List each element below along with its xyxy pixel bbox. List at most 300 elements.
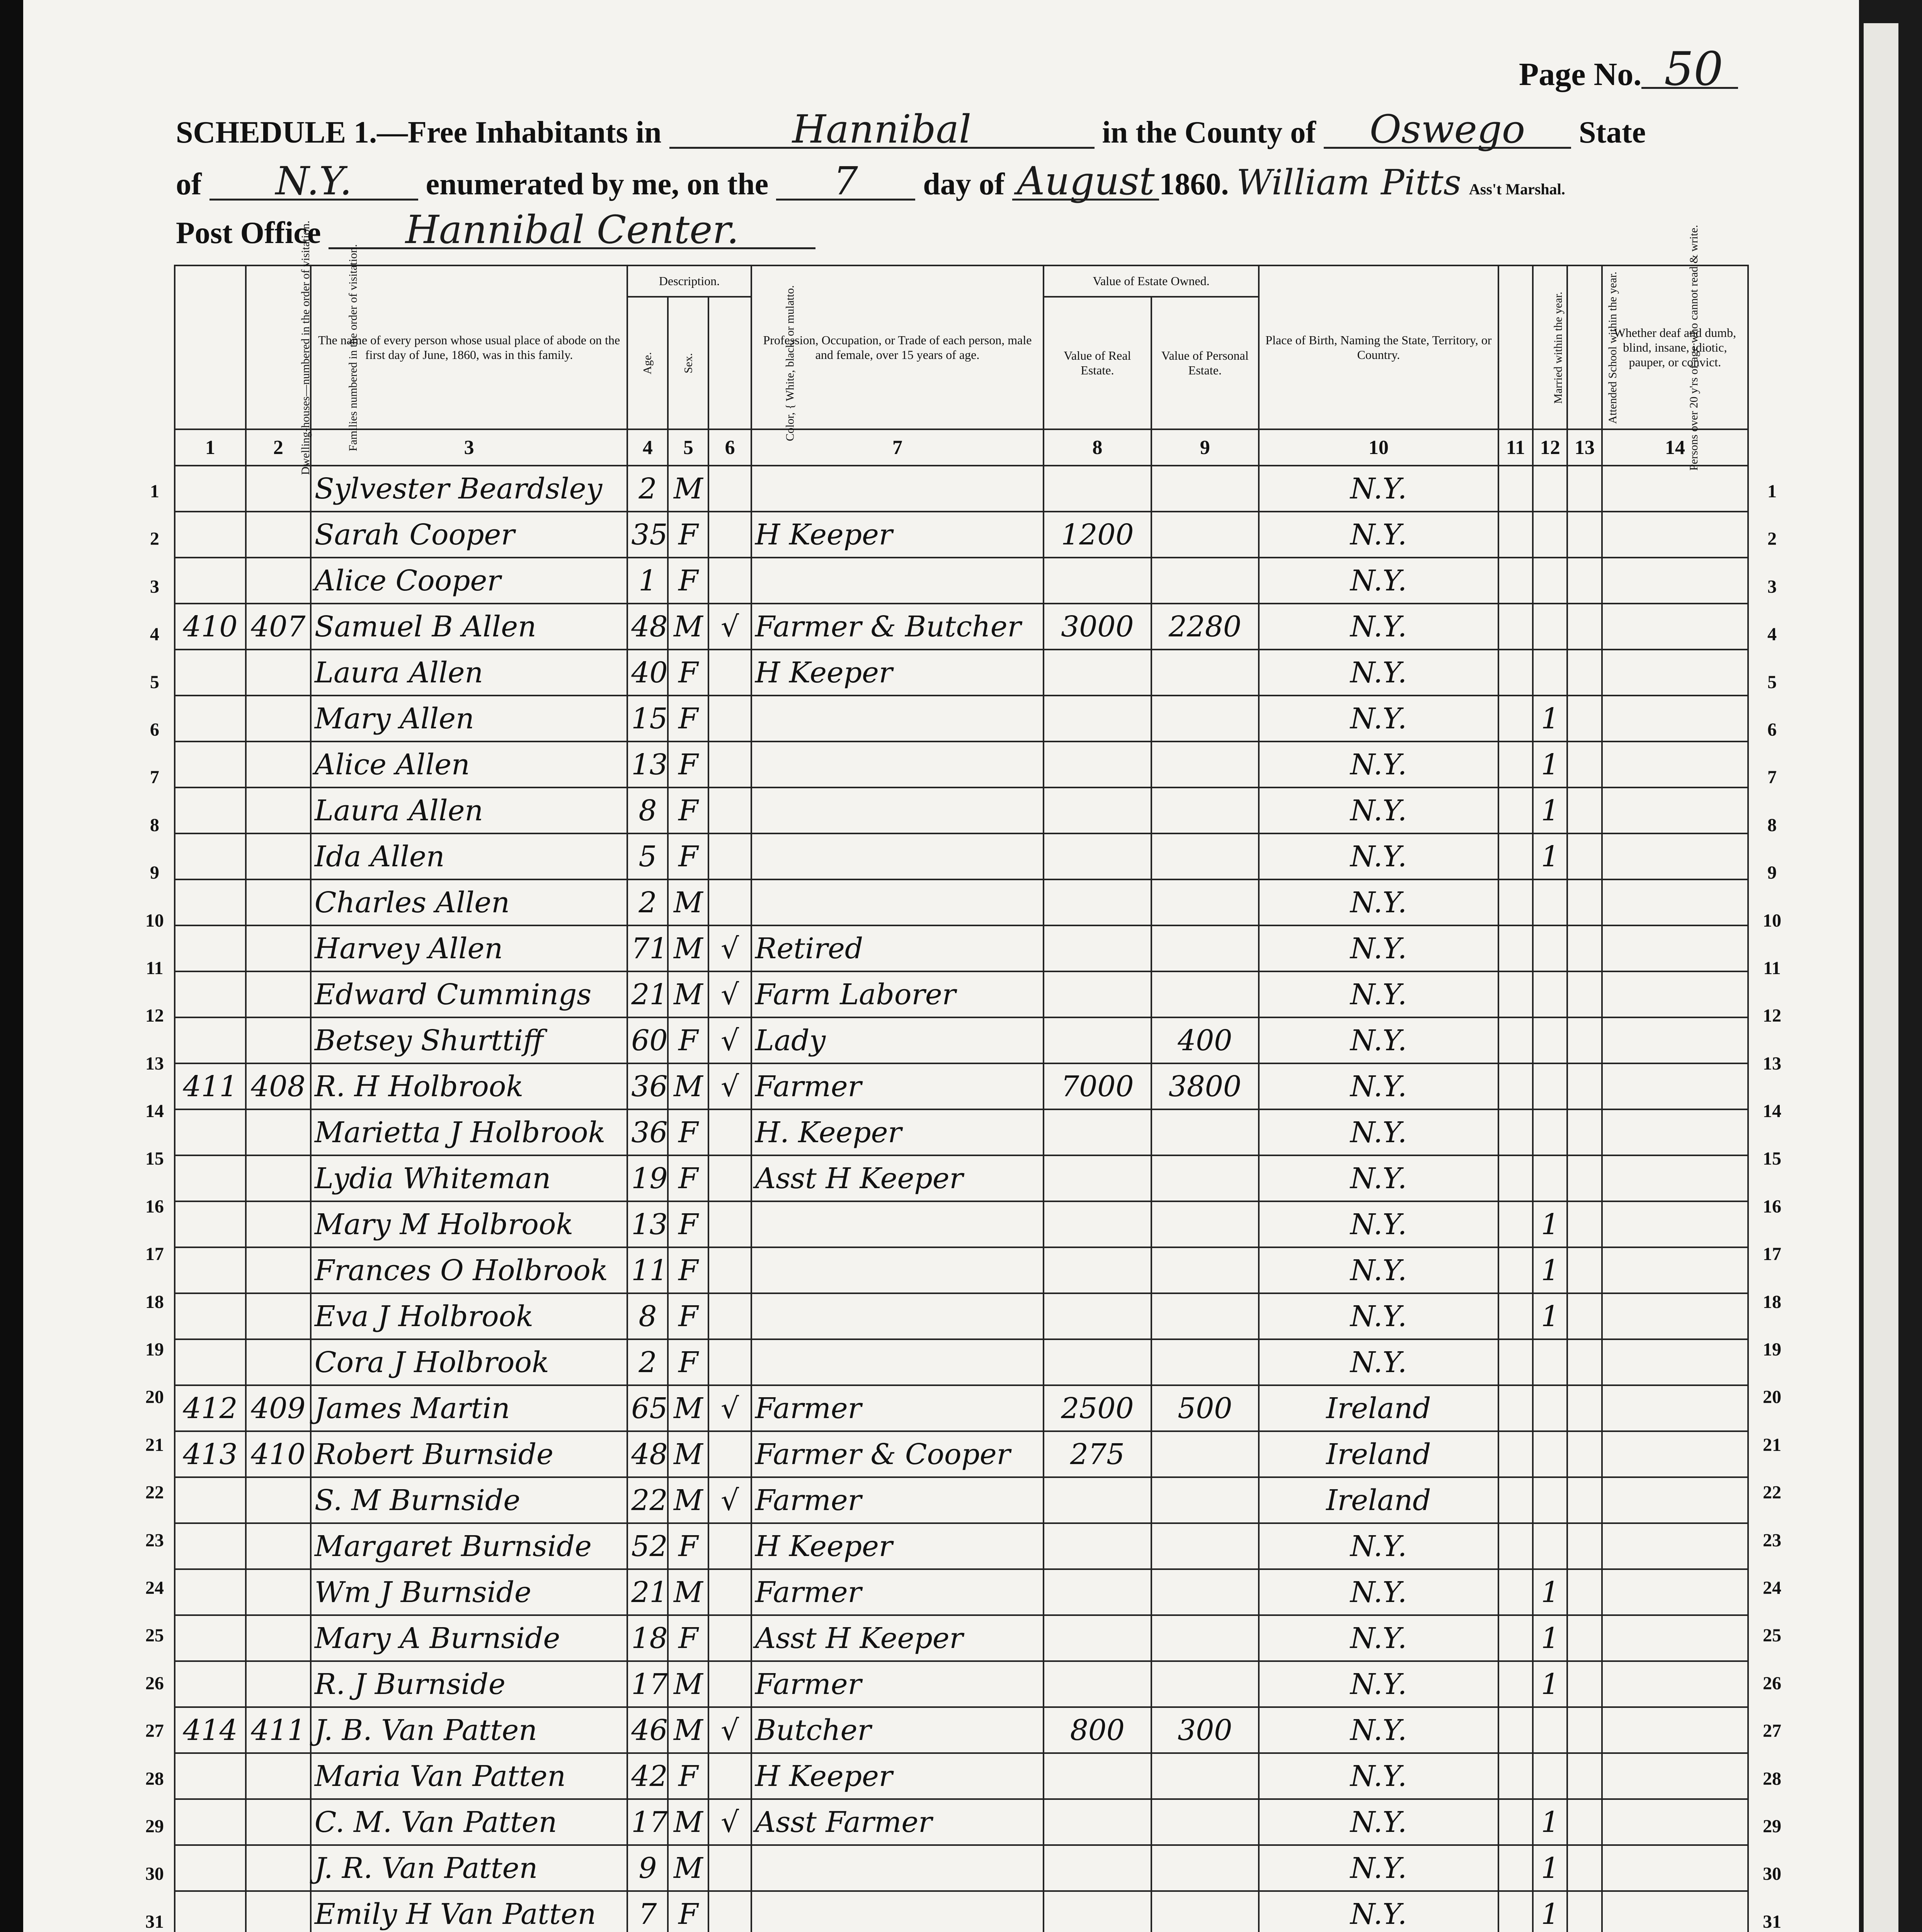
table-row — [175, 1569, 1748, 1615]
cell-fam — [246, 787, 311, 833]
cell-married — [1498, 512, 1533, 558]
cell-illit — [1567, 1155, 1602, 1201]
cell-color — [708, 1339, 751, 1385]
cell-school — [1533, 1431, 1567, 1477]
cell-color — [708, 833, 751, 879]
cell-sex: M — [668, 1707, 708, 1753]
row-number: 1 — [150, 481, 159, 502]
cell-occ: Farmer & Cooper — [751, 1431, 1044, 1477]
cell-color: √ — [708, 971, 751, 1017]
row-number: 6 — [1767, 719, 1777, 740]
row-number: 4 — [1767, 624, 1777, 645]
cell-real: 275 — [1044, 1431, 1151, 1477]
cell-birth: Ireland — [1259, 1431, 1498, 1477]
cell-pers — [1151, 787, 1259, 833]
cell-color — [708, 1615, 751, 1661]
cell-fam — [246, 1615, 311, 1661]
cell-dis — [1602, 742, 1748, 787]
cell-pers — [1151, 742, 1259, 787]
cell-married — [1498, 787, 1533, 833]
row-number: 10 — [145, 910, 164, 931]
cell-dw — [175, 1155, 246, 1201]
cell-birth: Ireland — [1259, 1385, 1498, 1431]
header-line-1: SCHEDULE 1.—Free Inhabitants in Hannibal in the County of Oswego State — [176, 107, 1646, 152]
cell-age: 2 — [627, 1339, 668, 1385]
cell-fam: 407 — [246, 604, 311, 650]
table-row — [175, 787, 1748, 833]
cell-birth: N.Y. — [1259, 971, 1498, 1017]
cell-dw — [175, 833, 246, 879]
cell-dw: 411 — [175, 1063, 246, 1109]
cell-age: 7 — [627, 1891, 668, 1932]
cell-pers — [1151, 1477, 1259, 1523]
header-estate: Value of Estate Owned. — [1044, 265, 1259, 297]
cell-school — [1533, 558, 1567, 604]
cell-real: 7000 — [1044, 1063, 1151, 1109]
cell-illit — [1567, 1017, 1602, 1063]
cell-sex: F — [668, 1017, 708, 1063]
row-number: 22 — [1763, 1482, 1781, 1503]
cell-occ: H Keeper — [751, 1523, 1044, 1569]
cell-illit — [1567, 879, 1602, 925]
cell-birth: N.Y. — [1259, 1293, 1498, 1339]
cell-name: Alice Allen — [311, 742, 627, 787]
cell-dis — [1602, 833, 1748, 879]
cell-married — [1498, 1753, 1533, 1799]
row-number: 12 — [1763, 1005, 1781, 1026]
cell-birth: N.Y. — [1259, 1201, 1498, 1247]
cell-fam — [246, 1523, 311, 1569]
cell-dw: 414 — [175, 1707, 246, 1753]
cell-real — [1044, 1247, 1151, 1293]
cell-occ: Farmer — [751, 1063, 1044, 1109]
cell-birth: N.Y. — [1259, 833, 1498, 879]
table-row — [175, 604, 1748, 650]
row-number: 5 — [1767, 672, 1777, 692]
cell-name: Sylvester Beardsley — [311, 466, 627, 512]
row-number: 11 — [1763, 957, 1781, 978]
cell-fam: 410 — [246, 1431, 311, 1477]
row-number: 14 — [1763, 1101, 1781, 1122]
cell-dis — [1602, 1523, 1748, 1569]
cell-age: 17 — [627, 1661, 668, 1707]
cell-age: 22 — [627, 1477, 668, 1523]
row-number: 27 — [145, 1721, 164, 1742]
cell-dw — [175, 925, 246, 971]
cell-age: 42 — [627, 1753, 668, 1799]
cell-dis — [1602, 925, 1748, 971]
cell-occ: Butcher — [751, 1707, 1044, 1753]
cell-dis — [1602, 1293, 1748, 1339]
cell-sex: F — [668, 512, 708, 558]
cell-fam — [246, 1339, 311, 1385]
cell-dis — [1602, 512, 1748, 558]
cell-birth: N.Y. — [1259, 879, 1498, 925]
row-number: 23 — [1763, 1530, 1781, 1551]
cell-married — [1498, 971, 1533, 1017]
cell-pers — [1151, 1109, 1259, 1155]
cell-school — [1533, 604, 1567, 650]
row-number: 3 — [150, 576, 159, 597]
header-real-estate: Value of Real Estate. — [1044, 297, 1151, 429]
cell-dis — [1602, 1569, 1748, 1615]
cell-occ — [751, 1201, 1044, 1247]
cell-color — [708, 1845, 751, 1891]
cell-age: 48 — [627, 1431, 668, 1477]
cell-real — [1044, 787, 1151, 833]
cell-married — [1498, 833, 1533, 879]
cell-dw — [175, 1477, 246, 1523]
cell-sex: F — [668, 1247, 708, 1293]
cell-fam — [246, 1799, 311, 1845]
cell-fam — [246, 512, 311, 558]
cell-name: Harvey Allen — [311, 925, 627, 971]
cell-married — [1498, 1431, 1533, 1477]
cell-birth: N.Y. — [1259, 1891, 1498, 1932]
cell-name: Alice Cooper — [311, 558, 627, 604]
cell-name: Sarah Cooper — [311, 512, 627, 558]
cell-dw — [175, 512, 246, 558]
cell-pers — [1151, 1523, 1259, 1569]
cell-fam — [246, 1017, 311, 1063]
table-row — [175, 1523, 1748, 1569]
cell-pers — [1151, 1845, 1259, 1891]
cell-color — [708, 1523, 751, 1569]
cell-occ: H. Keeper — [751, 1109, 1044, 1155]
cell-illit — [1567, 512, 1602, 558]
cell-age: 48 — [627, 604, 668, 650]
cell-sex: F — [668, 1753, 708, 1799]
table-row — [175, 833, 1748, 879]
cell-dis — [1602, 879, 1748, 925]
cell-married — [1498, 1155, 1533, 1201]
cell-married — [1498, 1477, 1533, 1523]
cell-birth: N.Y. — [1259, 1523, 1498, 1569]
cell-school: 1 — [1533, 1569, 1567, 1615]
cell-color: √ — [708, 925, 751, 971]
cell-age: 13 — [627, 742, 668, 787]
cell-age: 36 — [627, 1109, 668, 1155]
cell-dw — [175, 558, 246, 604]
cell-fam — [246, 1155, 311, 1201]
cell-pers — [1151, 1247, 1259, 1293]
cell-age: 19 — [627, 1155, 668, 1201]
cell-dis — [1602, 1385, 1748, 1431]
cell-illit — [1567, 1661, 1602, 1707]
cell-married — [1498, 1063, 1533, 1109]
cell-age: 18 — [627, 1615, 668, 1661]
cell-name: Wm J Burnside — [311, 1569, 627, 1615]
cell-color: √ — [708, 1477, 751, 1523]
table-row — [175, 971, 1748, 1017]
table-row — [175, 925, 1748, 971]
cell-illit — [1567, 1431, 1602, 1477]
cell-illit — [1567, 1109, 1602, 1155]
cell-illit — [1567, 1845, 1602, 1891]
header-occupation: Profession, Occupation, or Trade of each person, male and female, over 15 years of age. — [751, 265, 1044, 429]
row-number: 18 — [1763, 1291, 1781, 1312]
row-number: 6 — [150, 719, 159, 740]
state-field: N.Y. — [209, 164, 418, 201]
cell-illit — [1567, 787, 1602, 833]
cell-age: 40 — [627, 650, 668, 696]
row-number: 28 — [145, 1768, 164, 1789]
cell-illit — [1567, 650, 1602, 696]
cell-birth: N.Y. — [1259, 558, 1498, 604]
cell-birth: N.Y. — [1259, 1017, 1498, 1063]
cell-illit — [1567, 604, 1602, 650]
cell-age: 71 — [627, 925, 668, 971]
cell-dw — [175, 1017, 246, 1063]
cell-school — [1533, 1753, 1567, 1799]
county-field: Oswego — [1324, 112, 1571, 149]
cell-dw — [175, 742, 246, 787]
cell-school: 1 — [1533, 1201, 1567, 1247]
cell-birth: N.Y. — [1259, 512, 1498, 558]
row-number: 14 — [145, 1101, 164, 1122]
cell-age: 52 — [627, 1523, 668, 1569]
header-birthplace: Place of Birth, Naming the State, Territory, or Country. — [1259, 265, 1498, 429]
table-row — [175, 1109, 1748, 1155]
cell-dis — [1602, 604, 1748, 650]
cell-school — [1533, 925, 1567, 971]
cell-real — [1044, 1201, 1151, 1247]
cell-occ: Retired — [751, 925, 1044, 971]
cell-fam — [246, 1891, 311, 1932]
cell-birth: N.Y. — [1259, 1339, 1498, 1385]
table-row — [175, 1753, 1748, 1799]
cell-sex: M — [668, 925, 708, 971]
cell-real — [1044, 742, 1151, 787]
cell-married — [1498, 1201, 1533, 1247]
cell-real — [1044, 833, 1151, 879]
cell-birth: N.Y. — [1259, 466, 1498, 512]
cell-color: √ — [708, 1063, 751, 1109]
cell-sex: M — [668, 1477, 708, 1523]
row-number: 2 — [1767, 529, 1777, 549]
cell-color — [708, 512, 751, 558]
cell-dis — [1602, 696, 1748, 742]
cell-dis — [1602, 1707, 1748, 1753]
row-number: 31 — [145, 1911, 164, 1932]
cell-birth: N.Y. — [1259, 1845, 1498, 1891]
cell-birth: N.Y. — [1259, 1109, 1498, 1155]
cell-married — [1498, 1845, 1533, 1891]
cell-married — [1498, 925, 1533, 971]
town-field: Hannibal — [669, 112, 1095, 149]
row-number: 25 — [1763, 1625, 1781, 1646]
table-row — [175, 1477, 1748, 1523]
cell-married — [1498, 650, 1533, 696]
cell-occ — [751, 696, 1044, 742]
cell-fam: 409 — [246, 1385, 311, 1431]
cell-illit — [1567, 1201, 1602, 1247]
cell-color: √ — [708, 1707, 751, 1753]
cell-illit — [1567, 558, 1602, 604]
cell-birth: N.Y. — [1259, 742, 1498, 787]
cell-dw — [175, 1247, 246, 1293]
cell-fam: 408 — [246, 1063, 311, 1109]
cell-sex: F — [668, 787, 708, 833]
cell-pers — [1151, 1753, 1259, 1799]
row-number: 30 — [1763, 1864, 1781, 1884]
cell-real — [1044, 696, 1151, 742]
cell-dw — [175, 1661, 246, 1707]
row-number: 24 — [145, 1577, 164, 1598]
header-dwelling: Dwelling-houses—numbered in the order of visitation. — [299, 220, 312, 475]
cell-age: 21 — [627, 971, 668, 1017]
cell-occ: Farmer — [751, 1661, 1044, 1707]
cell-dw — [175, 1201, 246, 1247]
cell-birth: N.Y. — [1259, 1063, 1498, 1109]
cell-dis — [1602, 1339, 1748, 1385]
cell-married — [1498, 1247, 1533, 1293]
table-row — [175, 1339, 1748, 1385]
cell-occ: Farmer — [751, 1385, 1044, 1431]
cell-fam: 411 — [246, 1707, 311, 1753]
cell-sex: F — [668, 742, 708, 787]
cell-occ — [751, 466, 1044, 512]
header-name: The name of every person whose usual place of abode on the first day of June, 1860, was in this family. — [311, 265, 627, 429]
cell-age: 9 — [627, 1845, 668, 1891]
cell-sex: M — [668, 604, 708, 650]
cell-name: Mary Allen — [311, 696, 627, 742]
row-number: 17 — [145, 1244, 164, 1265]
row-number: 9 — [1767, 862, 1777, 883]
row-number: 19 — [145, 1339, 164, 1360]
cell-school — [1533, 1477, 1567, 1523]
row-number: 8 — [150, 815, 159, 835]
cell-fam — [246, 696, 311, 742]
cell-sex: M — [668, 1431, 708, 1477]
cell-school: 1 — [1533, 1615, 1567, 1661]
cell-birth: N.Y. — [1259, 650, 1498, 696]
cell-married — [1498, 1109, 1533, 1155]
cell-birth: N.Y. — [1259, 925, 1498, 971]
row-number: 11 — [146, 957, 163, 978]
cell-dis — [1602, 1431, 1748, 1477]
cell-school — [1533, 971, 1567, 1017]
table-row — [175, 650, 1748, 696]
cell-fam — [246, 650, 311, 696]
cell-fam — [246, 1477, 311, 1523]
row-number: 9 — [150, 862, 159, 883]
cell-age: 11 — [627, 1247, 668, 1293]
cell-dis — [1602, 1063, 1748, 1109]
cell-pers — [1151, 466, 1259, 512]
cell-illit — [1567, 1615, 1602, 1661]
cell-illit — [1567, 1063, 1602, 1109]
cell-fam — [246, 833, 311, 879]
table-row — [175, 1799, 1748, 1845]
cell-name: R. H Holbrook — [311, 1063, 627, 1109]
cell-pers — [1151, 1799, 1259, 1845]
cell-dw — [175, 1799, 246, 1845]
cell-birth: N.Y. — [1259, 1155, 1498, 1201]
row-number: 12 — [145, 1005, 164, 1026]
cell-illit — [1567, 1753, 1602, 1799]
cell-real: 3000 — [1044, 604, 1151, 650]
row-number: 5 — [150, 672, 159, 692]
cell-dis — [1602, 787, 1748, 833]
cell-age: 15 — [627, 696, 668, 742]
cell-age: 8 — [627, 787, 668, 833]
cell-school — [1533, 1707, 1567, 1753]
cell-school — [1533, 879, 1567, 925]
cell-dis — [1602, 1891, 1748, 1932]
cell-sex: M — [668, 466, 708, 512]
cell-fam — [246, 558, 311, 604]
row-number: 26 — [145, 1673, 164, 1694]
row-number: 29 — [145, 1816, 164, 1837]
row-number: 18 — [145, 1291, 164, 1312]
cell-name: Cora J Holbrook — [311, 1339, 627, 1385]
cell-dis — [1602, 971, 1748, 1017]
table-row — [175, 696, 1748, 742]
cell-color — [708, 466, 751, 512]
cell-sex: M — [668, 1845, 708, 1891]
row-number: 2 — [150, 529, 159, 549]
cell-birth: N.Y. — [1259, 696, 1498, 742]
cell-age: 17 — [627, 1799, 668, 1845]
cell-dis — [1602, 1753, 1748, 1799]
cell-age: 46 — [627, 1707, 668, 1753]
cell-sex: F — [668, 1109, 708, 1155]
cell-married — [1498, 604, 1533, 650]
cell-name: James Martin — [311, 1385, 627, 1431]
row-number: 7 — [150, 767, 159, 788]
cell-color — [708, 1569, 751, 1615]
cell-illit — [1567, 1707, 1602, 1753]
cell-occ: H Keeper — [751, 1753, 1044, 1799]
cell-sex: F — [668, 1891, 708, 1932]
cell-real — [1044, 1477, 1151, 1523]
cell-pers: 400 — [1151, 1017, 1259, 1063]
cell-dw — [175, 650, 246, 696]
cell-age: 35 — [627, 512, 668, 558]
cell-pers — [1151, 1339, 1259, 1385]
cell-name: Mary A Burnside — [311, 1615, 627, 1661]
header-married: Married within the year. — [1551, 292, 1564, 404]
header-color: Color, { White, black, or mulatto. — [784, 285, 797, 442]
row-number: 16 — [1763, 1196, 1781, 1217]
row-number: 22 — [145, 1482, 164, 1503]
cell-school: 1 — [1533, 1845, 1567, 1891]
cell-sex: M — [668, 1799, 708, 1845]
cell-dw — [175, 1523, 246, 1569]
row-number: 13 — [1763, 1053, 1781, 1074]
cell-birth: N.Y. — [1259, 1753, 1498, 1799]
header-personal-estate: Value of Personal Estate. — [1151, 297, 1259, 429]
cell-color: √ — [708, 604, 751, 650]
row-number: 8 — [1767, 815, 1777, 835]
cell-married — [1498, 1707, 1533, 1753]
cell-fam — [246, 1661, 311, 1707]
cell-color — [708, 1155, 751, 1201]
cell-fam — [246, 1753, 311, 1799]
cell-illit — [1567, 971, 1602, 1017]
cell-dis — [1602, 1799, 1748, 1845]
scan-edge-left — [0, 0, 23, 1932]
cell-name: J. B. Van Patten — [311, 1707, 627, 1753]
table-row — [175, 742, 1748, 787]
cell-real — [1044, 1661, 1151, 1707]
cell-school: 1 — [1533, 696, 1567, 742]
cell-name: J. R. Van Patten — [311, 1845, 627, 1891]
cell-occ: Farmer & Butcher — [751, 604, 1044, 650]
cell-color — [708, 1247, 751, 1293]
header-sex: Sex. — [681, 353, 695, 374]
